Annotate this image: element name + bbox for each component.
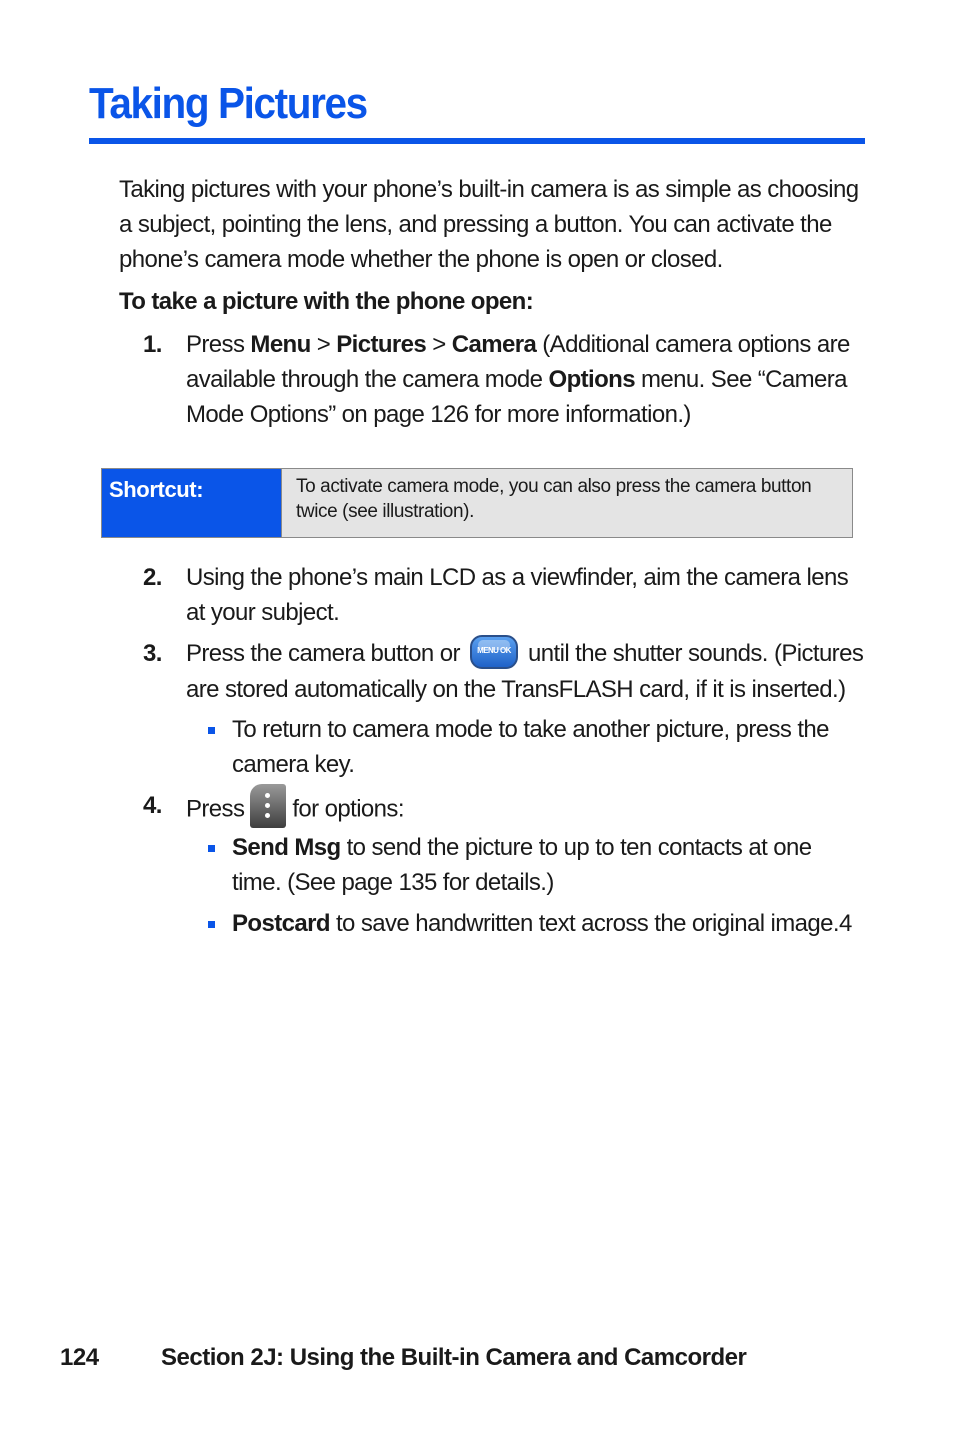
lead-in-heading: To take a picture with the phone open: bbox=[119, 288, 534, 315]
step-1 bbox=[143, 327, 865, 432]
options-term: Options bbox=[548, 366, 635, 393]
step-3 bbox=[143, 636, 865, 707]
postcard-term: Postcard bbox=[232, 910, 330, 937]
page-title: Taking Pictures bbox=[89, 79, 367, 128]
shortcut-text: To activate camera mode, you can also press the camera button twice (see illustration). bbox=[281, 469, 852, 537]
bullet-postcard bbox=[208, 906, 866, 941]
step-text: Press Menu > Pictures > Camera (Additional camera options are available through the camera mode Options menu. See “Camera Mode Options” on page 126 for more information.) bbox=[186, 331, 850, 428]
step-text: Press for options: bbox=[186, 788, 865, 832]
bullet-text: Postcard to save handwritten text across the original image.4 bbox=[232, 910, 852, 937]
page-number: 124 bbox=[60, 1344, 99, 1371]
step-number: 1. bbox=[143, 331, 162, 358]
intro-paragraph: Taking pictures with your phone’s built-in camera is as simple as choosing a subject, pointing the lens, and pressing a button. You can activate the phone’s camera mode whether the phone is open or closed. bbox=[119, 176, 859, 273]
shortcut-label: Shortcut: bbox=[102, 469, 281, 537]
step-4 bbox=[143, 788, 865, 832]
shortcut-box bbox=[101, 468, 853, 538]
bullet-text: To return to camera mode to take another picture, press the camera key. bbox=[232, 716, 829, 778]
options-softkey-icon bbox=[250, 784, 286, 828]
camera-term: Camera bbox=[451, 331, 537, 358]
step-2 bbox=[143, 560, 865, 630]
bullet-send-msg bbox=[208, 830, 866, 900]
step-number: 4. bbox=[143, 792, 162, 819]
bullet-square-icon bbox=[208, 727, 215, 734]
step-number: 2. bbox=[143, 564, 162, 591]
step-text: Press the camera button or MENU OK until the shutter sounds. (Pictures are stored automatically on the TransFLASH card, if it is inserted.) bbox=[186, 636, 865, 707]
menu-term: Menu bbox=[250, 331, 311, 358]
bullet-text: Send Msg to send the picture to up to ten contacts at one time. (See page 135 for details.) bbox=[232, 834, 812, 896]
menu-ok-key-icon: MENU OK bbox=[470, 635, 518, 669]
section-title: Section 2J: Using the Built-in Camera and Camcorder bbox=[161, 1344, 747, 1371]
step-text: Using the phone’s main LCD as a viewfinder, aim the camera lens at your subject. bbox=[186, 564, 849, 626]
title-rule bbox=[89, 138, 865, 144]
pictures-term: Pictures bbox=[336, 331, 427, 358]
send-msg-term: Send Msg bbox=[232, 834, 341, 861]
bullet-return-to-camera bbox=[208, 712, 866, 782]
step-number: 3. bbox=[143, 640, 162, 667]
bullet-square-icon bbox=[208, 921, 215, 928]
bullet-square-icon bbox=[208, 845, 215, 852]
